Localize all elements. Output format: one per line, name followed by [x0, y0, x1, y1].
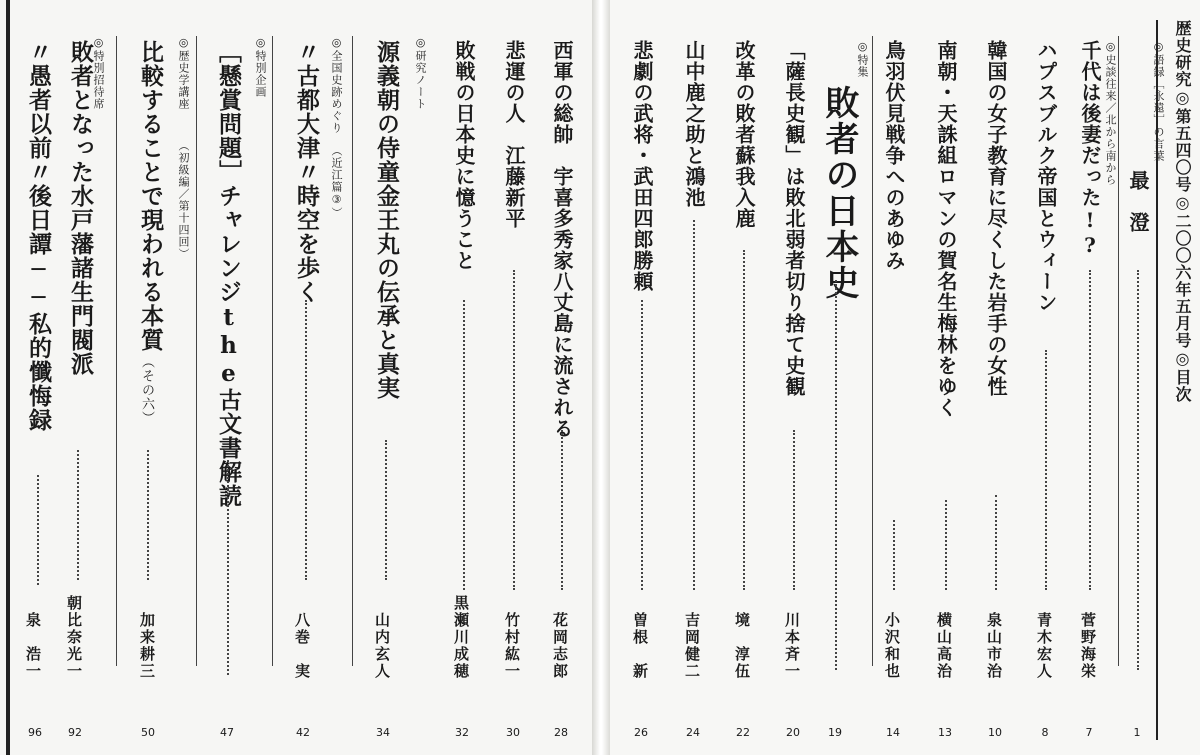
section-label-goroku: ◎語録［永遠］の言葉	[1152, 40, 1165, 162]
right-page	[610, 0, 1200, 755]
page-number: 24	[686, 726, 700, 739]
page-number: 22	[736, 726, 750, 739]
toc-title-iruka[interactable]: 改革の敗者蘇我入鹿	[732, 40, 756, 229]
toc-title-mito[interactable]: 敗者となった水戸藩諸生門閥派	[67, 40, 94, 376]
toc-title-kensho[interactable]: ［懸賞問題］チャレンジthe古文書解読	[215, 40, 242, 508]
page-number: 7	[1085, 726, 1093, 739]
author-yokoyama: 横山高治	[935, 612, 953, 680]
toc-title-tobafushimi[interactable]: 鳥羽伏見戦争へのあゆみ	[882, 40, 906, 271]
leader-dots	[37, 475, 41, 585]
section-label-tokushu: ◎特集	[856, 40, 869, 78]
magazine-header: 歴史研究◎第五四〇号◎二〇〇六年五月号◎目次	[1156, 20, 1194, 740]
leader-dots	[513, 270, 517, 590]
section-label-koza: ◎歴史学講座	[177, 36, 190, 110]
author-kawamoto: 川本斉一	[783, 612, 801, 680]
author-kurosegawa: 黒瀬川成穂	[452, 595, 470, 680]
toc-title-nancho[interactable]: 南朝・天誅組ロマンの賀名生梅林をゆく	[934, 40, 958, 418]
book-gutter	[592, 0, 610, 755]
toc-title-kotoozu[interactable]: 〃古都大津〃時空を歩く	[293, 40, 320, 304]
page-number: 30	[506, 726, 520, 739]
toc-title-gusha[interactable]: 〃愚者以前〃後日譚──私的懺悔録	[25, 40, 52, 432]
leader-dots	[463, 300, 467, 590]
author-aoki: 青木宏人	[1035, 612, 1053, 680]
page-number: 10	[988, 726, 1002, 739]
subtitle-sono6: （その六）	[139, 355, 154, 425]
column-rule	[272, 36, 273, 666]
page-number: 20	[786, 726, 800, 739]
leader-dots	[1089, 270, 1093, 590]
author-izumi: 泉 浩一	[24, 612, 42, 680]
toc-title-habsburg[interactable]: ハプスブルク帝国とウィーン	[1034, 40, 1058, 313]
toc-title-saccho[interactable]: 「薩長史観」は敗北弱者切り捨て史観	[782, 40, 806, 397]
page-number: 92	[68, 726, 82, 739]
page-number: 19	[828, 726, 842, 739]
author-yamaki: 八巻 実	[293, 612, 311, 680]
page-number: 13	[938, 726, 952, 739]
section-label-shidan: ◎史談往来／北から南から	[1104, 40, 1117, 186]
page-number: 1	[1133, 726, 1141, 739]
page-number: 50	[141, 726, 155, 739]
column-rule	[872, 36, 873, 666]
author-sugano: 菅野海栄	[1079, 612, 1097, 680]
toc-title-haisen[interactable]: 敗戦の日本史に憶うこと	[452, 40, 476, 271]
page-number: 32	[455, 726, 469, 739]
author-asahina: 朝比奈光一	[65, 595, 83, 680]
page-number: 34	[376, 726, 390, 739]
author-ozawa: 小沢和也	[883, 612, 901, 680]
author-sone: 曽根 新	[631, 612, 649, 680]
leader-dots	[693, 220, 697, 590]
leader-dots	[1045, 350, 1049, 590]
page-number: 14	[886, 726, 900, 739]
toc-title-saicho[interactable]: 最 澄	[1126, 170, 1150, 233]
left-page	[0, 0, 592, 755]
column-rule	[352, 36, 353, 666]
leader-dots	[995, 495, 999, 590]
author-yamauchi: 山内玄人	[373, 612, 391, 680]
leader-dots	[1137, 270, 1141, 670]
leader-dots	[385, 440, 389, 580]
toc-title-chiyo[interactable]: 千代は後妻だった!?	[1078, 40, 1102, 258]
leader-dots	[945, 500, 949, 590]
toc-title-yoshitomo[interactable]: 源義朝の侍童金王丸の伝承と真実	[373, 40, 400, 400]
page-number: 8	[1041, 726, 1049, 739]
leader-dots	[227, 460, 231, 675]
toc-title-katsuyori[interactable]: 悲劇の武将・武田四郎勝頼	[630, 40, 654, 292]
leader-dots	[893, 520, 897, 590]
toc-title-kankoku[interactable]: 韓国の女子教育に尽くした岩手の女性	[984, 40, 1008, 397]
toc-title-shikanosuke[interactable]: 山中鹿之助と鴻池	[682, 40, 706, 208]
section-label-shiseki: ◎全国史跡めぐり	[330, 36, 343, 134]
toc-title-eto[interactable]: 悲運の人 江藤新平	[502, 40, 526, 229]
column-rule	[116, 36, 117, 666]
toc-title-hikaku[interactable]: 比較することで現われる本質	[137, 40, 164, 352]
sublabel-shokyu: （初級編／第十四回）	[177, 140, 190, 260]
leader-dots	[305, 300, 309, 580]
leader-dots	[147, 450, 151, 580]
feature-title[interactable]: 敗者の日本史	[819, 85, 859, 301]
author-sakai: 境 淳伍	[733, 612, 751, 680]
subtitle-omi: （近江篇③）	[330, 145, 343, 219]
page-border	[6, 0, 10, 755]
leader-dots	[561, 430, 565, 590]
author-hanaoka: 花岡志郎	[551, 612, 569, 680]
page-number: 28	[554, 726, 568, 739]
section-label-tokubetsu-kikaku: ◎特別企画	[254, 36, 267, 98]
page-number: 42	[296, 726, 310, 739]
leader-dots	[641, 300, 645, 590]
page-number: 96	[28, 726, 42, 739]
column-rule	[1118, 36, 1119, 666]
section-label-tokubetsu-shotai: ◎特別招待席	[92, 36, 105, 110]
leader-dots	[793, 430, 797, 590]
section-label-kenkyu: ◎研究ノート	[414, 36, 427, 110]
author-izumiyama: 泉山市治	[985, 612, 1003, 680]
author-takemura: 竹村紘一	[503, 612, 521, 680]
author-kaku: 加来耕三	[138, 612, 156, 680]
page-number: 47	[220, 726, 234, 739]
page-number: 26	[634, 726, 648, 739]
author-yoshioka: 吉岡健二	[683, 612, 701, 680]
toc-title-ukita[interactable]: 西軍の総帥 宇喜多秀家八丈島に流される	[550, 40, 574, 439]
leader-dots	[77, 450, 81, 580]
leader-dots	[835, 280, 839, 670]
leader-dots	[743, 250, 747, 590]
column-rule	[196, 36, 197, 666]
